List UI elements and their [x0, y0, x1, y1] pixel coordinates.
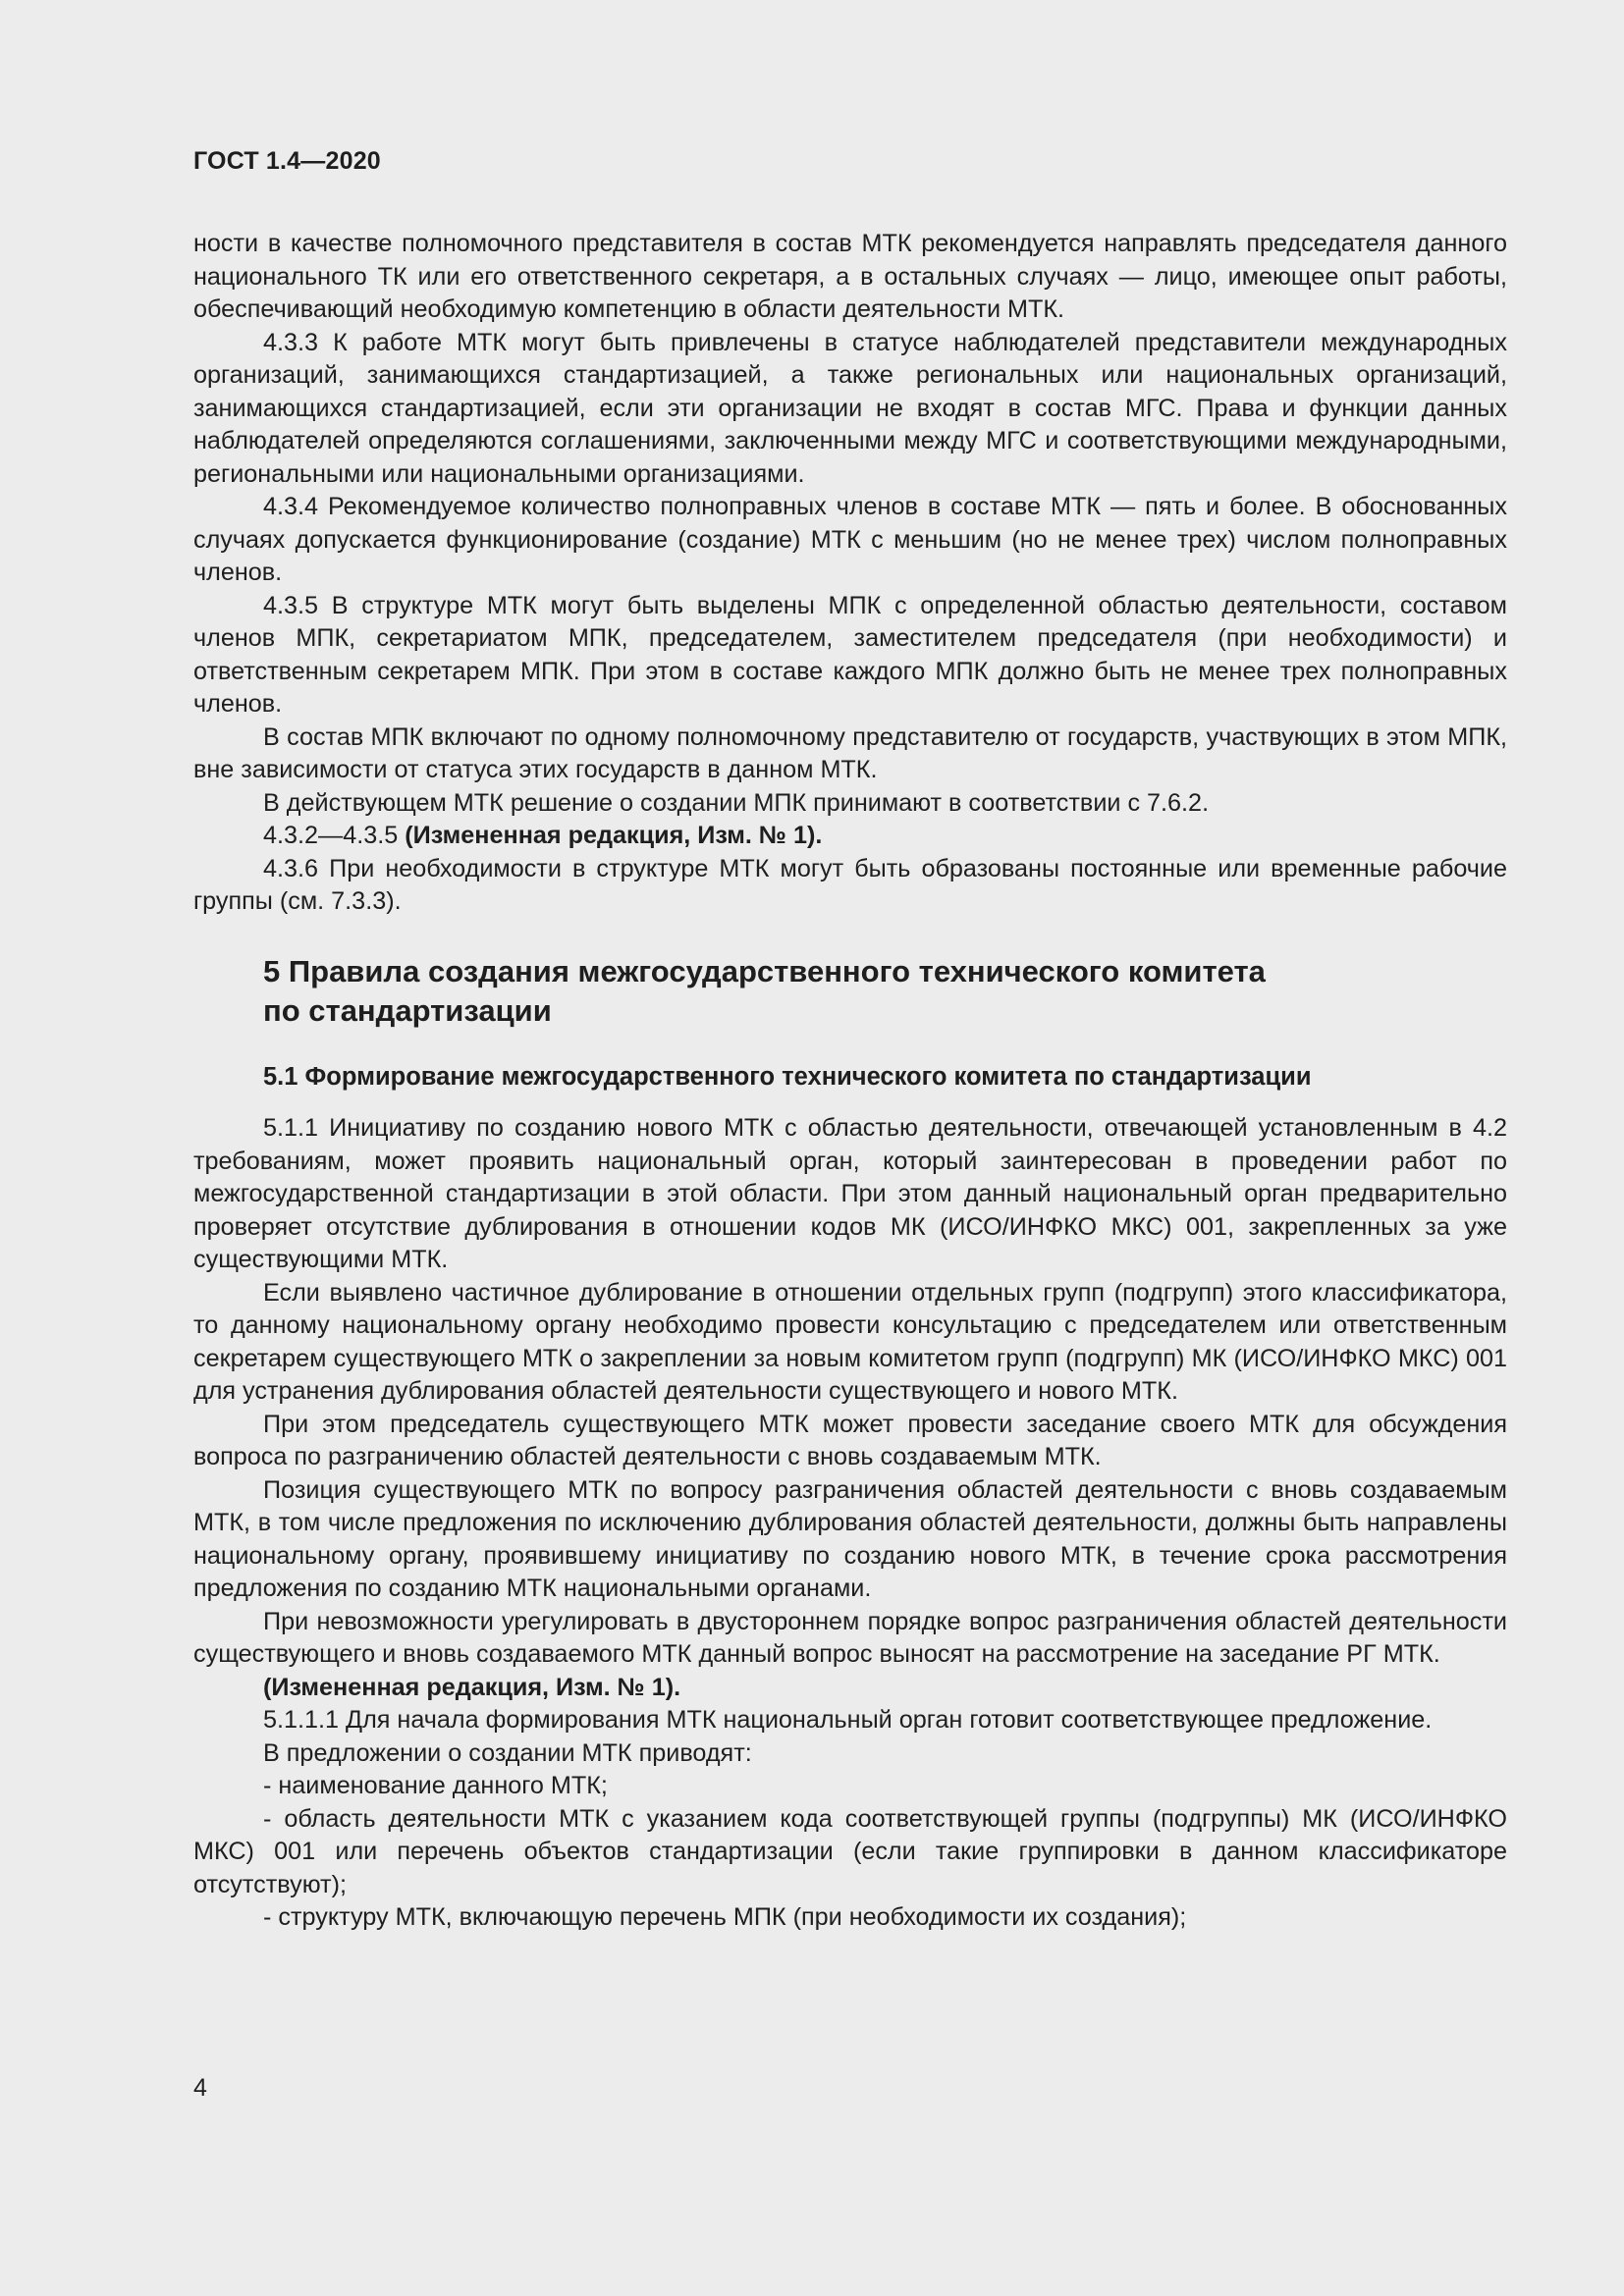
- document-header: ГОСТ 1.4—2020: [193, 147, 381, 175]
- paragraph: Если выявлено частичное дублирование в отношении отдельных групп (подгрупп) этого классификатора, то данному национальному органу необходимо провести консультацию с председателем или ответственным секретарем существующего МТК о закреплении за новым комитетом групп (подгрупп) МК (ИСО/ИНФКО МКС) 001 для устранения дублирования областей деятельности существующего и нового МТК.: [193, 1278, 1507, 1405]
- list-item: - наименование данного МТК;: [263, 1772, 608, 1799]
- paragraph: В предложении о создании МТК приводят:: [263, 1738, 752, 1767]
- paragraph-4-3-4: 4.3.4 Рекомендуемое количество полноправных членов в составе МТК — пять и более. В обоснованных случаях допускается функционирование (создание) МТК с меньшим (но не менее трех) числом полноправных членов.: [193, 493, 1507, 586]
- paragraph-4-3-5: 4.3.5 В структуре МТК могут быть выделены МПК с определенной областью деятельности, составом членов МПК, секретариатом МПК, председателем, заместителем председателя (при необходимости) и ответственным секретарем МПК. При этом в составе каждого МПК должно быть не менее трех полноправных членов.: [193, 591, 1507, 718]
- list-item: - структуру МТК, включающую перечень МПК (при необходимости их создания);: [263, 1903, 1187, 1931]
- paragraph-5-1-1: 5.1.1 Инициативу по созданию нового МТК с областью деятельности, отвечающей установленным в 4.2 требованиям, может проявить национальный орган, который заинтересован в проведении работ по межгосударственной стандартизации в этой области. При этом данный национальный орган предварительно проверяет отсутствие дублирования в отношении кодов МК (ИСО/ИНФКО МКС) 001, закрепленных за уже существующими МТК.: [193, 1114, 1507, 1273]
- paragraph: ности в качестве полномочного представителя в состав МТК рекомендуется направлять председателя данного национального ТК или его ответственного секретаря, а в остальных случаях — лицо, имеющее опыт работы, обеспечивающий необходимую компетенцию в области деятельности МТК.: [193, 230, 1507, 323]
- paragraph-4-3-6: 4.3.6 При необходимости в структуре МТК могут быть образованы постоянные или временные рабочие группы (см. 7.3.3).: [193, 854, 1507, 915]
- section-5-title-line-1: 5 Правила создания межгосударственного технического комитета: [263, 954, 1266, 988]
- page-number: 4: [193, 2074, 207, 2102]
- amendment-label: (Измененная редакция, Изм. № 1).: [405, 822, 823, 849]
- section-5-heading: [263, 952, 1441, 1031]
- list-item: - область деятельности МТК с указанием кода соответствующей группы (подгруппы) МК (ИСО/ИНФКО МКС) 001 или перечень объектов стандартизации (если такие группировки в данном классификаторе отсутствуют);: [193, 1804, 1507, 1898]
- text-block-section-5-1: [193, 1112, 1507, 1935]
- text-block-section-4-3: [193, 228, 1507, 919]
- paragraph: При этом председатель существующего МТК может провести заседание своего МТК для обсуждения вопроса по разграничению областей деятельности с вновь создаваемым МТК.: [193, 1410, 1507, 1470]
- paragraph: При невозможности урегулировать в двустороннем порядке вопрос разграничения областей деятельности существующего и вновь создаваемого МТК данный вопрос выносят на рассмотрение на заседание РГ МТК.: [193, 1607, 1507, 1668]
- section-5-1-heading: 5.1 Формирование межгосударственного технического комитета по стандартизации: [263, 1063, 1312, 1091]
- paragraph-4-3-3: 4.3.3 К работе МТК могут быть привлечены в статусе наблюдателей представители международных организаций, занимающихся стандартизацией, а также региональных или национальных организаций, занимающихся стандартизацией, если эти организации не входят в состав МГС. Права и функции данных наблюдателей определяются соглашениями, заключенными между МГС и соответствующими международными, региональными или национальными организациями.: [193, 328, 1507, 488]
- paragraph: В действующем МТК решение о создании МПК принимают в соответствии с 7.6.2.: [263, 788, 1210, 817]
- amendment-note: [193, 820, 1507, 853]
- paragraph-5-1-1-1: 5.1.1.1 Для начала формирования МТК национальный орган готовит соответствующее предложение.: [263, 1706, 1433, 1734]
- amendment-ref: 4.3.2—4.3.5: [263, 822, 406, 849]
- amendment-note: [193, 1672, 1507, 1705]
- section-5-title-line-2: по стандартизации: [263, 993, 552, 1028]
- paragraph: В состав МПК включают по одному полномочному представителю от государств, участвующих в этом МПК, вне зависимости от статуса этих государств в данном МТК.: [193, 722, 1507, 783]
- paragraph: Позиция существующего МТК по вопросу разграничения областей деятельности с вновь создаваемым МТК, в том числе предложения по исключению дублирования областей деятельности, должны быть направлены национальному органу, проявившему инициативу по созданию нового МТК, в течение срока рассмотрения предложения по созданию МТК национальными органами.: [193, 1475, 1507, 1602]
- amendment-label: (Измененная редакция, Изм. № 1).: [263, 1673, 681, 1701]
